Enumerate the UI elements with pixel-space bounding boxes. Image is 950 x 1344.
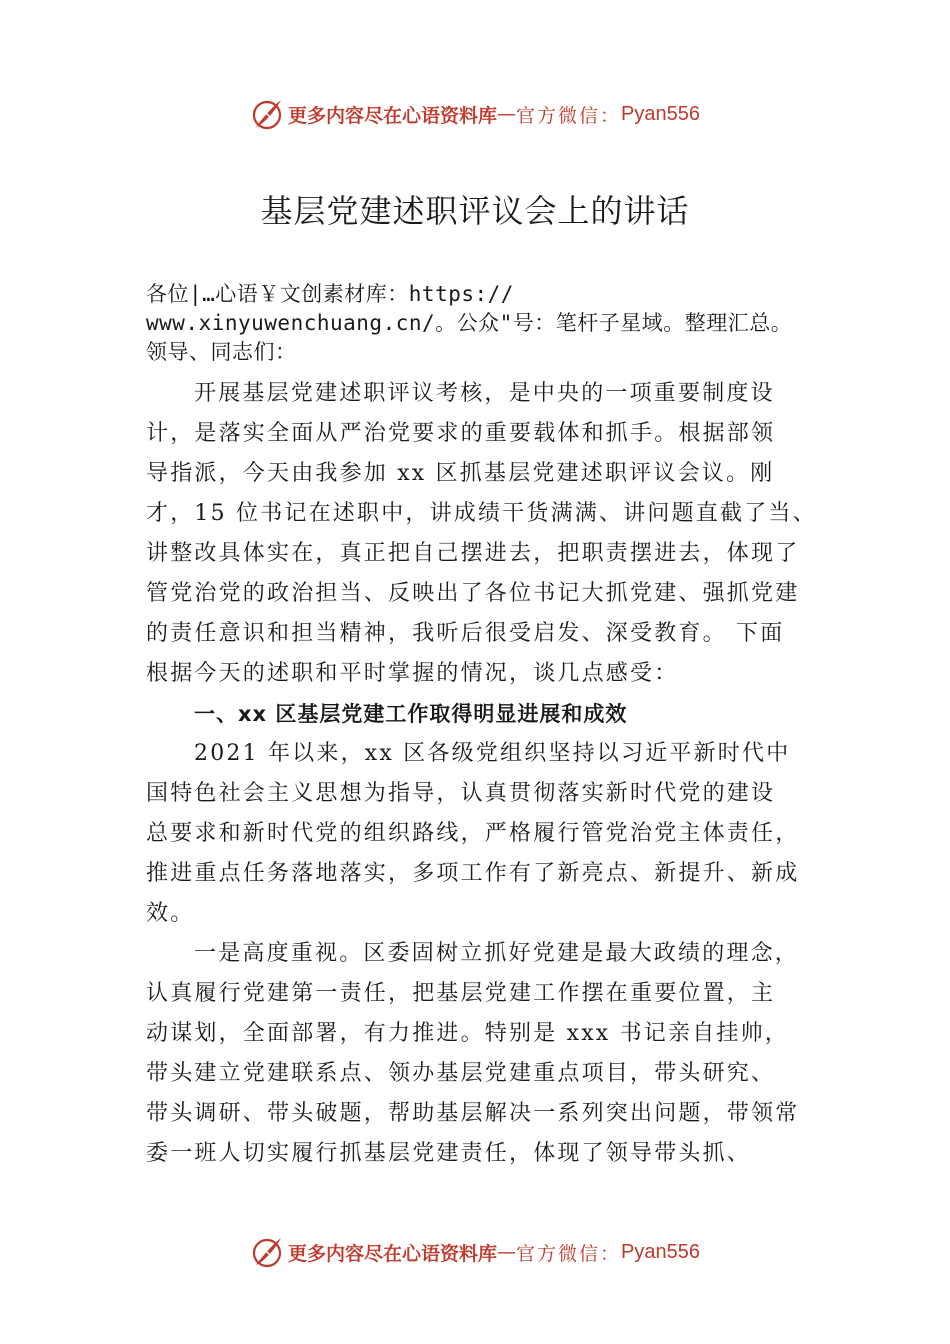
- watermark-dash: —: [497, 1241, 517, 1263]
- text-line: 开展基层党建述职评议考核，是中央的一项重要制度设: [194, 381, 775, 406]
- text-line: 2021 年以来，xx 区各级党组织坚持以习近平新时代中: [194, 741, 791, 766]
- text-line: 一是高度重视。区委固树立抓好党建是最大政绩的理念，: [194, 941, 800, 966]
- text-line: 根据今天的述职和平时掌握的情况，谈几点感受：: [146, 661, 679, 686]
- text-line: 国特色社会主义思想为指导，认真贯彻落实新时代党的建设: [146, 781, 776, 806]
- text-line: 管党治党的政治担当、反映出了各位书记大抓党建、强抓党建: [146, 581, 800, 606]
- intro-line: 领导、同志们：: [146, 340, 297, 364]
- intro-line: 各位|…心语￥文创素材库：https://: [146, 282, 514, 306]
- paragraph-1: [146, 374, 846, 694]
- paragraph-2: [146, 734, 846, 934]
- text-line: 动谋划，全面部署，有力推进。特别是 xxx 书记亲自挂帅，: [146, 1021, 790, 1046]
- intro-line: www.xinyuwenchuang.cn/。公众"号：笔杆子星域。整理汇总。: [146, 311, 793, 335]
- watermark-text: 更多内容尽在心语资料库: [288, 104, 498, 127]
- watermark-id: Pyan556: [621, 102, 700, 125]
- watermark-dash: —: [497, 103, 517, 125]
- text-line: 认真履行党建第一责任，把基层党建工作摆在重要位置，主: [146, 981, 776, 1006]
- document-body: [146, 280, 846, 1174]
- text-line: 带头建立党建联系点、领办基层党建重点项目，带头研究、: [146, 1061, 776, 1086]
- text-line: 推进重点任务落地落实，多项工作有了新亮点、新提升、新成: [146, 861, 800, 886]
- quill-logo-icon: [250, 1235, 284, 1269]
- watermark-label: 官方微信：: [516, 1242, 622, 1265]
- text-line: 总要求和新时代党的组织路线，严格履行管党治党主体责任，: [146, 821, 800, 846]
- watermark-text: 更多内容尽在心语资料库: [288, 1242, 498, 1265]
- watermark-id: Pyan556: [621, 1240, 700, 1263]
- quill-logo-icon: [250, 97, 284, 131]
- text-line: 的责任意识和担当精神，我听后很受启发、深受教育。 下面: [146, 621, 785, 646]
- text-line: 才，15 位书记在述职中，讲成绩干货满满、讲问题直截了当、: [146, 501, 817, 526]
- header-watermark: [0, 94, 950, 134]
- text-line: 效。: [146, 901, 195, 926]
- paragraph-3: [146, 934, 846, 1174]
- section-heading: 一、xx 区基层党建工作取得明显进展和成效: [194, 702, 628, 726]
- document-title: 基层党建述职评议会上的讲话: [260, 192, 690, 230]
- text-line: 讲整改具体实在，真正把自己摆进去，把职责摆进去，体现了: [146, 541, 800, 566]
- text-line: 计，是落实全面从严治党要求的重要载体和抓手。根据部领: [146, 421, 776, 446]
- watermark-label: 官方微信：: [516, 104, 622, 127]
- text-line: 带头调研、带头破题，帮助基层解决一系列突出问题，带领常: [146, 1101, 800, 1126]
- text-line: 导指派，今天由我参加 xx 区抓基层党建述职评议会议。刚: [146, 461, 775, 486]
- footer-watermark: [0, 1232, 950, 1272]
- text-line: 委一班人切实履行抓基层党建责任，体现了领导带头抓、: [146, 1141, 752, 1166]
